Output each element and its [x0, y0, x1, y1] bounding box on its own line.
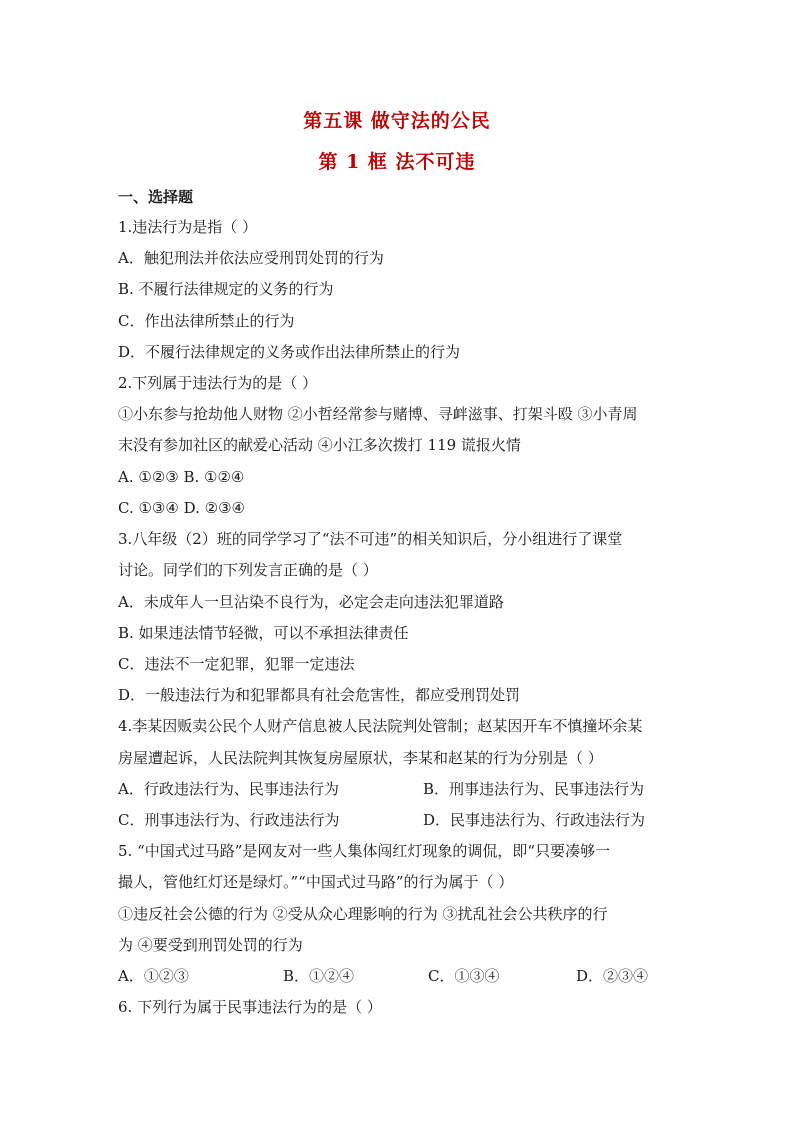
question-4-option-b: B．刑事违法行为、民事违法行为 [423, 780, 645, 798]
question-1-option-d: D．不履行法律规定的义务或作出法律所禁止的行为 [118, 343, 461, 361]
lesson-subtitle: 第 1 框 法不可违 [318, 151, 476, 173]
question-5-stem-line-1: 5. “中国式过马路”是网友对一些人集体闯红灯现象的调侃，即“只要凑够一 [118, 842, 611, 860]
question-5-option-b: B．①②④ [283, 967, 355, 985]
question-5-statements-line-1: ①违反社会公德的行为 ②受从众心理影响的行为 ③扰乱社会公共秩序的行 [118, 905, 608, 923]
question-5-stem-line-2: 撮人，管他红灯还是绿灯。”“中国式过马路”的行为属于（ ） [118, 873, 514, 891]
question-5-statements-line-2: 为 ④要受到刑罚处罚的行为 [118, 936, 303, 954]
question-3-stem-line-1: 3.八年级（2）班的同学学习了“法不可违”的相关知识后，分小组进行了课堂 [118, 530, 623, 548]
question-6-stem: 6. 下列行为属于民事违法行为的是（ ） [118, 998, 382, 1016]
section-heading: 一、选择题 [118, 188, 194, 206]
question-4-stem-line-1: 4.李某因贩卖公民个人财产信息被人民法院判处管制；赵某因开车不慎撞坏余某 [118, 717, 643, 735]
question-2-options-ab: A. ①②③ B. ①②④ [118, 468, 245, 486]
question-2-options-cd: C. ①③④ D. ②③④ [118, 499, 245, 517]
question-3-option-c: C．违法不一定犯罪，犯罪一定违法 [118, 655, 355, 673]
question-2-statements-line-1: ①小东参与抢劫他人财物 ②小哲经常参与赌博、寻衅滋事、打架斗殴 ③小青周 [118, 405, 638, 423]
question-5-option-d: D．②③④ [576, 967, 649, 985]
question-1-option-c: C．作出法律所禁止的行为 [118, 312, 295, 330]
lesson-title: 第五课 做守法的公民 [303, 110, 491, 132]
question-1-option-a: A．触犯刑法并依法应受刑罚处罚的行为 [118, 249, 384, 267]
question-4-stem-line-2: 房屋遭起诉，人民法院判其恢复房屋原状，李某和赵某的行为分别是（ ） [118, 749, 603, 767]
question-4-option-d: D．民事违法行为、行政违法行为 [423, 811, 646, 829]
question-3-option-b: B. 如果违法情节轻微，可以不承担法律责任 [118, 624, 409, 642]
question-3-stem-line-2: 讨论。同学们的下列发言正确的是（ ） [118, 561, 378, 579]
question-1-option-b: B. 不履行法律规定的义务的行为 [118, 280, 334, 298]
question-4-option-a: A．行政违法行为、民事违法行为 [118, 780, 339, 798]
question-3-option-d: D．一般违法行为和犯罪都具有社会危害性，都应受刑罚处罚 [118, 686, 521, 704]
question-4-option-c: C．刑事违法行为、行政违法行为 [118, 811, 340, 829]
question-2-statements-line-2: 末没有参加社区的献爱心活动 ④小江多次拨打 119 谎报火情 [118, 436, 521, 454]
question-5-option-a: A．①②③ [118, 967, 189, 985]
question-3-option-a: A．未成年人一旦沾染不良行为，必定会走向违法犯罪道路 [118, 593, 504, 611]
question-5-option-c: C．①③④ [428, 967, 500, 985]
question-1-stem: 1.违法行为是指（ ） [118, 218, 258, 236]
question-2-stem: 2.下列属于违法行为的是（ ） [118, 374, 318, 392]
